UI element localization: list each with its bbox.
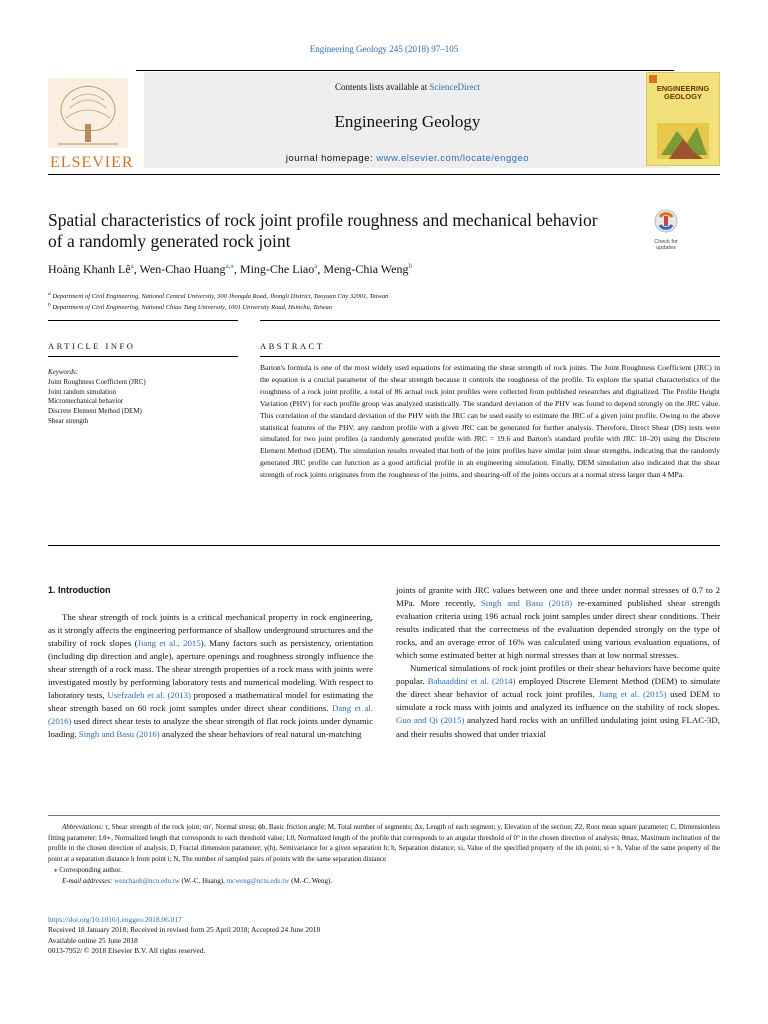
author-name[interactable]: Ming-Che Liao: [239, 262, 315, 276]
journal-masthead: [48, 70, 720, 170]
affiliation-text: Department of Civil Engineering, National Chiao Tung University, 1001 University Road, Hsinchu, Taiwan: [52, 304, 332, 312]
text-run: ). Many factors such as persistency, orientation (including dip direction and angle), aperture openings and roughness strongly influence the shear strength of a rock mass. The shear strength properties of a rock mass with joints were investigated mostly by performing laboratory tests and numerical modeling. With respect to laboratory tests,: [48, 638, 373, 701]
available-online-date: Available online 25 June 2018: [48, 935, 138, 945]
sciencedirect-link[interactable]: ScienceDirect: [429, 82, 480, 92]
affiliation-text: Department of Civil Engineering, National Central University, 300 Jhongda Road, Jhongli District, Taoyuan City 32001, Taiwan: [52, 293, 389, 301]
section-heading-introduction: 1. Introduction: [48, 585, 111, 595]
check-updates-icon: [644, 208, 688, 234]
text-run: analyzed hard rocks with an unfilled undulating joint using FLAC-3D, and their results showed that under triaxial: [396, 715, 720, 739]
footnote-rule: [48, 815, 720, 816]
abstract-top-rule: [260, 320, 720, 321]
body-paragraph: [48, 611, 373, 741]
citation-link[interactable]: Guo and Qi (2015): [396, 715, 465, 726]
text-run: re-examined published shear strength evaluation criteria using 196 actual rock joint samples under direct shear conditions. Their results indicated that the correctness of the evaluation depended strongly on the type of rocks, and an average error of 16% was calculated using various evaluation equations, of which some estimated better at high normal stresses than at low normal stresses.: [396, 598, 720, 661]
journal-citation[interactable]: Engineering Geology 245 (2018) 97–105: [309, 44, 459, 54]
contents-availability: [144, 82, 671, 92]
author-name[interactable]: Wen-Chao Huang: [139, 262, 226, 276]
received-dates: Received 18 January 2018; Received in revised form 25 April 2018; Accepted 24 June 2018: [48, 925, 321, 935]
footnotes: [48, 822, 720, 886]
text-run: Numerical simulations of rock joint profiles or their shear behaviors have become quite popular.: [396, 663, 720, 687]
elsevier-tree-icon: [48, 78, 128, 148]
text-run: used DEM to simulate a rock mass with joints and analyzed its influence on the stability of rock slopes.: [396, 689, 721, 713]
masthead-top-rule: [136, 70, 674, 71]
citation-link[interactable]: Jiang et al. (2015): [598, 689, 667, 700]
citation-link[interactable]: Bahaaddini et al. (2014): [427, 676, 516, 687]
citation-link[interactable]: Usefzadeh et al. (2013): [107, 690, 191, 701]
cover-title-line2: GEOLOGY: [664, 92, 702, 101]
body-paragraph: [396, 662, 720, 740]
body-right-column: [396, 584, 720, 741]
article-title: Spatial characteristics of rock joint profile roughness and mechanical behavior of a randomly generated rock joint: [48, 210, 598, 251]
keyword-item: Shear strength: [48, 416, 89, 425]
citation-link[interactable]: Singh and Basu (2018): [480, 598, 573, 609]
journal-homepage: [144, 153, 671, 164]
keyword-item: Joint Roughness Coefficient (JRC): [48, 377, 146, 386]
keyword-item: Joint random simulation: [48, 387, 117, 396]
keyword-item: Discrete Element Method (DEM): [48, 407, 142, 416]
abbreviations-text: τ, Shear strength of the rock joint; σn′, Normal stress; ϕb, Basic friction angle; M, Total number of segments; Δx, Length of each segment; y, Elevation of the section; Z2, Root mean square parameter; C, Dimensionless fitting parameter; Lθ∗, Normalized length that corresponds to each threshold value; L0, Normalized length of the profile that corresponds to an angular threshold of 0° in the chosen direction of analysis; θmax, Maximum inclination of the profile in the chosen direction of analysis; D, Fractal dimension parameter; γ(h), Semivariance for a given separation h; h, Separation distance; xi, Value of the specified property of the ith point; xi + h, Value of the same property of the point at a separation distance h from point i; N, The number of sampled pairs of points with the same separation distance: [48, 823, 720, 864]
affiliation-sup: b: [48, 302, 51, 309]
author-affil-sup[interactable]: b: [408, 262, 412, 270]
elsevier-tree-logo: [48, 78, 134, 171]
article-info-top-rule: [48, 320, 238, 321]
cover-title: [647, 85, 719, 101]
citation-link[interactable]: Dang et al. (2016): [48, 703, 373, 727]
cover-title-line1: ENGINEERING: [656, 84, 710, 93]
citation-link[interactable]: Jiang et al., 2015: [137, 638, 201, 649]
homepage-link[interactable]: www.elsevier.com/locate/enggeo: [376, 153, 530, 164]
text-run: proposed a mathematical model for estimating the shear strength based on 60 rock joint samples under direct shear conditions.: [48, 690, 373, 714]
copyright-line: 0013-7952/ © 2018 Elsevier B.V. All rights reserved.: [48, 945, 206, 955]
email-label: E-mail addresses:: [62, 876, 113, 885]
abstract-heading: ABSTRACT: [260, 341, 325, 351]
affiliation-b: [48, 301, 388, 312]
corresponding-author-note: ⁎ Corresponding author.: [54, 865, 122, 874]
body-left-column: [48, 611, 373, 741]
abstract-rule: [260, 356, 720, 357]
check-updates-line2: updates: [656, 245, 676, 251]
affiliations: [48, 290, 388, 312]
publication-info: [48, 915, 320, 956]
affiliation-a: [48, 290, 388, 301]
author-affil-sup[interactable]: a,⁎: [225, 262, 234, 270]
email-owner: (W.-C. Huang),: [179, 876, 227, 885]
abstract-bottom-rule: [48, 545, 720, 546]
email-link[interactable]: wenchaoh@ncu.edu.tw: [114, 876, 180, 885]
contents-prefix: Contents lists available at: [335, 82, 430, 92]
body-paragraph: [396, 584, 720, 662]
homepage-prefix: journal homepage:: [285, 153, 377, 164]
masthead-bottom-rule: [48, 174, 720, 175]
affiliation-sup: a: [48, 291, 51, 297]
email-addresses: [48, 876, 720, 887]
abbreviations-footnote: [48, 822, 720, 865]
check-updates-line1: Check for: [654, 239, 678, 245]
keyword-item: Micromechanical behavior: [48, 397, 124, 406]
cover-illustration-icon: [647, 105, 719, 165]
keywords-block: [48, 368, 238, 427]
journal-title: Engineering Geology: [334, 112, 481, 131]
masthead-banner: [144, 72, 671, 168]
text-run: used direct shear tests to analyze the shear strength of flat rock joints under dynamic loading.: [48, 716, 373, 740]
journal-cover-image[interactable]: [646, 72, 720, 166]
text-run: analyzed the shear behaviors of real natural un-matching: [159, 729, 362, 740]
text-run: joints of granite with JRC values between one and three under normal stresses of 0.7 to 2 MPa. More recently,: [396, 585, 720, 609]
abstract-text: Barton's formula is one of the most widely used equations for estimating the shear strength of rock joints. The Joint Roughness Coefficient (JRC) in the equation is a crucial parameter of the shear strength because it controls the roughness of the profile. To explore the spatial characteristics of the roughness of a rock joint profile, a total of 86 actual rock joint profiles were collected from published researches and digitalized. The Profile Height Variation (PHV) for each profile group was analyzed statistically. The standard deviation of the PHV was found to depend strongly on the JRC value. This correlation of the standard deviation of the PHV with the JRC can be used easily to estimate the JRC of a given joint profile. Owing to the above statistical features of the PHV, any random profile with a given JRC can be generated for further analysis. Therefore, Direct Shear (DS) tests were simulated for two joint profiles (a randomly generated profile with JRC = 19.6 and Barton's standard profile with JRC 18–20) using the Discrete Element Method (DEM). The simulation results revealed that both of the joint profiles have similar joint shear strengths, indicating that the randomly generated JRC profile can function as a good artificial profile in an engineering simulation. Finally, DEM simulation also indicated that the shear strength of rock joints originates from the roughness of the joints, and shearing-off of the joints occurs at a normal stress larger than 4 MPa.: [260, 363, 720, 480]
keywords-label: Keywords:: [48, 368, 79, 376]
publisher-name: ELSEVIER: [50, 154, 134, 171]
article-info-heading: ARTICLE INFO: [48, 341, 136, 351]
author-affil-sup[interactable]: a: [314, 262, 318, 270]
text-run: employed Discrete Element Method (DEM) to simulate the direct shear behavior of actual rock joint profiles.: [396, 676, 720, 700]
author-affil-sup[interactable]: a: [130, 262, 134, 270]
author-name[interactable]: Hoàng Khanh Lê: [48, 262, 131, 276]
abbreviations-label: Abbreviations:: [62, 823, 104, 831]
citation-link[interactable]: Singh and Basu (2016): [78, 729, 160, 740]
author-name[interactable]: Meng-Chia Weng: [323, 262, 409, 276]
author-list: Hoàng Khanh $Lê^a$, Wen-Chao Huang$^{a,⁎}$, Ming-Che Liao$^a$, Meng-Chia Weng$^b$: [48, 262, 412, 276]
article-info-rule: [48, 356, 238, 357]
text-run: The shear strength of rock joints is a critical mechanical property in rock engineering, as it strongly affects the engineering performance of shallow underground structures and the stability of rock slopes (: [48, 612, 373, 649]
email-owner: (M.-C. Weng).: [289, 876, 333, 885]
check-for-updates-button[interactable]: [644, 208, 688, 250]
doi-link[interactable]: https://doi.org/10.1016/j.enggeo.2018.06.017: [48, 915, 182, 924]
email-link[interactable]: mcweng@nctu.edu.tw: [226, 876, 290, 885]
